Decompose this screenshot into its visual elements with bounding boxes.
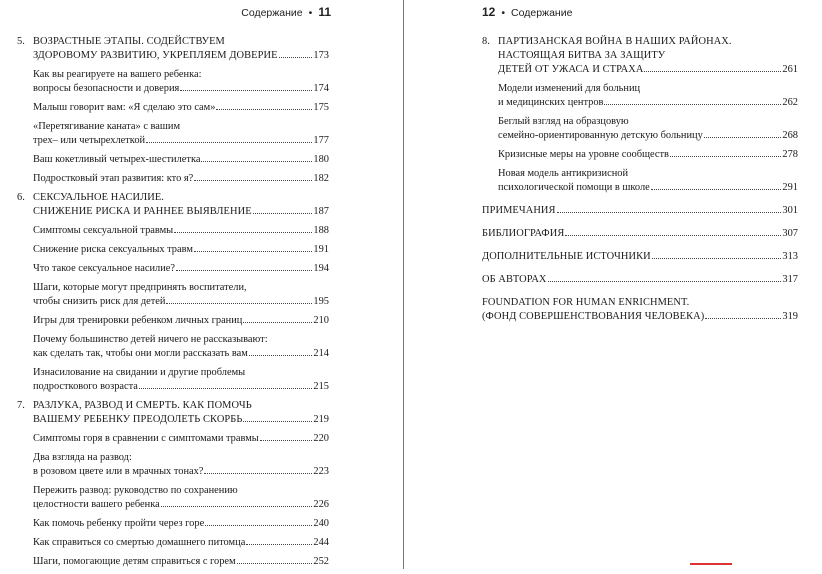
entry-page-number: 219 (313, 414, 329, 425)
entry-page-number: 317 (782, 274, 798, 285)
entry-page-number: 174 (313, 83, 329, 94)
entry-text: и медицинских центров (498, 97, 604, 108)
entry-last-line (33, 101, 329, 115)
entry-last-line (482, 204, 798, 218)
section-heading[interactable] (17, 191, 329, 219)
dot-leader (644, 70, 781, 72)
entry-page-number: 262 (782, 97, 798, 108)
entry-page-number: 215 (313, 381, 329, 392)
entry-page-number: 214 (313, 348, 329, 359)
section-number: 7. (17, 400, 25, 411)
entry-last-line (33, 295, 329, 309)
page-number: 12 (482, 5, 496, 19)
entry-text: чтобы снизить риск для детей (33, 296, 166, 307)
toc-entry[interactable] (17, 366, 329, 394)
entry-page-number: 278 (782, 149, 798, 160)
table-of-contents-right (482, 35, 798, 333)
entry-last-line (33, 153, 329, 167)
dot-leader (205, 524, 312, 526)
entry-last-line (33, 224, 329, 238)
toc-entry[interactable] (17, 451, 329, 479)
entry-text: Новая модель антикризисной (498, 168, 629, 179)
running-head-left (241, 5, 331, 19)
entry-text: Малыш говорит вам: «Я сделаю это сам» (33, 102, 216, 113)
entry-text: Что такое сексуальное насилие? (33, 263, 175, 274)
entry-last-line (33, 536, 329, 550)
dot-leader (146, 141, 312, 143)
entry-last-line (33, 555, 329, 569)
entry-text: Изнасилование на свидании и другие проблемы (33, 367, 246, 378)
dot-leader (243, 420, 312, 422)
entry-page-number: 210 (313, 315, 329, 326)
entry-last-line (33, 380, 329, 394)
entry-text: Как справиться со смертью домашнего питомца (33, 537, 246, 548)
entry-text: Симптомы горя в сравнении с симптомами травмы (33, 433, 259, 444)
dot-leader (565, 234, 781, 236)
dot-leader (194, 250, 312, 252)
entry-last-line (33, 347, 329, 361)
entry-last-line (498, 181, 798, 195)
entry-text: подросткового возраста (33, 381, 138, 392)
entry-last-line (33, 205, 329, 219)
entry-page-number: 182 (313, 173, 329, 184)
dot-leader (652, 257, 782, 259)
entry-text: ЗДОРОВОМУ РАЗВИТИЮ, УКРЕПЛЯЕМ ДОВЕРИЕ (33, 50, 278, 61)
entry-text: Подростковый этап развития: кто я? (33, 173, 194, 184)
toc-section (17, 35, 329, 186)
section-number: 6. (17, 192, 25, 203)
entry-page-number: 180 (313, 154, 329, 165)
dot-leader (557, 211, 782, 213)
entry-text: Как вы реагируете на вашего ребенка: (33, 69, 202, 80)
dot-leader (180, 89, 312, 91)
entry-last-line (33, 82, 329, 96)
entry-text: FOUNDATION FOR HUMAN ENRICHMENT. (482, 297, 690, 308)
entry-text: ПАРТИЗАНСКАЯ ВОЙНА В НАШИХ РАЙОНАХ. (498, 36, 732, 47)
dot-leader (243, 321, 312, 323)
entry-page-number: 244 (313, 537, 329, 548)
entry-page-number: 188 (313, 225, 329, 236)
entry-page-number: 313 (782, 251, 798, 262)
entry-last-line (33, 432, 329, 446)
toc-top-entry[interactable] (482, 204, 798, 218)
running-head-title: Содержание (241, 7, 303, 19)
running-head-bullet: • (308, 7, 313, 19)
toc-entry[interactable] (17, 432, 329, 446)
toc-entry[interactable] (482, 115, 798, 143)
entry-page-number: 195 (313, 296, 329, 307)
entry-text: (ФОНД СОВЕРШЕНСТВОВАНИЯ ЧЕЛОВЕКА) (482, 311, 705, 322)
left-page (0, 0, 403, 569)
entry-text: Два взгляда на развод: (33, 452, 132, 463)
entry-page-number: 177 (313, 135, 329, 146)
dot-leader (139, 387, 312, 389)
entry-text: ВАШЕМУ РЕБЕНКУ ПРЕОДОЛЕТЬ СКОРБЬ (33, 414, 243, 425)
entry-text: Шаги, помогающие детям справиться с горем (33, 556, 236, 567)
entry-last-line (498, 129, 798, 143)
entry-page-number: 226 (313, 499, 329, 510)
dot-leader (705, 317, 781, 319)
entry-last-line (498, 63, 798, 77)
entry-text: Симптомы сексуальной травмы (33, 225, 174, 236)
running-head-bullet: • (501, 7, 506, 19)
toc-entry[interactable] (17, 314, 329, 328)
entry-page-number: 268 (782, 130, 798, 141)
dot-leader (201, 160, 312, 162)
section-heading[interactable] (17, 35, 329, 63)
toc-top-entry[interactable] (482, 296, 798, 324)
toc-entry[interactable] (17, 484, 329, 512)
entry-last-line (33, 134, 329, 148)
toc-top-entry[interactable] (482, 273, 798, 287)
entry-page-number: 252 (313, 556, 329, 567)
running-head-right (482, 5, 572, 19)
entry-last-line (482, 273, 798, 287)
entry-page-number: 301 (782, 205, 798, 216)
entry-text: НАСТОЯЩАЯ БИТВА ЗА ЗАЩИТУ (498, 50, 666, 61)
dot-leader (651, 188, 782, 190)
entry-text: Ваш кокетливый четырех-шестилетка (33, 154, 201, 165)
entry-text: в розовом цвете или в мрачных тонах? (33, 466, 204, 477)
entry-last-line (498, 96, 798, 110)
dot-leader (548, 280, 782, 282)
entry-last-line (482, 310, 798, 324)
entry-text: ПРИМЕЧАНИЯ (482, 205, 556, 216)
entry-text: РАЗЛУКА, РАЗВОД И СМЕРТЬ. КАК ПОМОЧЬ (33, 400, 252, 411)
section-number: 5. (17, 36, 25, 47)
entry-text: ВОЗРАСТНЫЕ ЭТАПЫ. СОДЕЙСТВУЕМ (33, 36, 225, 47)
toc-entry[interactable] (17, 281, 329, 309)
entry-last-line (33, 498, 329, 512)
entry-page-number: 319 (782, 311, 798, 322)
page-number: 11 (318, 5, 331, 19)
page-gutter (403, 0, 404, 569)
entry-page-number: 220 (313, 433, 329, 444)
entry-text: целостности вашего ребенка (33, 499, 160, 510)
right-page (405, 0, 822, 569)
toc-entry[interactable] (17, 555, 329, 569)
entry-text: ДОПОЛНИТЕЛЬНЫЕ ИСТОЧНИКИ (482, 251, 651, 262)
entry-text: Модели изменений для больниц (498, 83, 641, 94)
dot-leader (161, 505, 313, 507)
dot-leader (249, 354, 313, 356)
toc-entry[interactable] (17, 101, 329, 115)
entry-page-number: 175 (313, 102, 329, 113)
toc-entry[interactable] (17, 333, 329, 361)
toc-entry[interactable] (482, 167, 798, 195)
entry-last-line (33, 243, 329, 257)
toc-entry[interactable] (482, 148, 798, 162)
toc-section (17, 191, 329, 394)
entry-text: СНИЖЕНИЕ РИСКА И РАННЕЕ ВЫЯВЛЕНИЕ (33, 206, 252, 217)
red-mark (690, 563, 732, 565)
entry-last-line (33, 517, 329, 531)
entry-text: вопросы безопасности и доверия (33, 83, 180, 94)
dot-leader (670, 155, 781, 157)
dot-leader (216, 108, 312, 110)
toc-entry[interactable] (17, 172, 329, 186)
dot-leader (279, 56, 313, 58)
dot-leader (204, 472, 312, 474)
entry-page-number: 291 (782, 182, 798, 193)
entry-text: трех– или четырехлеткой (33, 135, 146, 146)
entry-last-line (33, 465, 329, 479)
toc-section (482, 35, 798, 195)
dot-leader (166, 302, 312, 304)
entry-text: Почему большинство детей ничего не рассказывают: (33, 334, 268, 345)
entry-last-line (33, 172, 329, 186)
entry-text: Пережить развод: руководство по сохранению (33, 485, 238, 496)
entry-text: психологической помощи в школе (498, 182, 650, 193)
toc-entry[interactable] (17, 517, 329, 531)
entry-text: Шаги, которые могут предпринять воспитатели, (33, 282, 247, 293)
entry-text: Как помочь ребенку пройти через горе (33, 518, 205, 529)
dot-leader (604, 103, 781, 105)
entry-text: Кризисные меры на уровне сообществ (498, 149, 669, 160)
section-heading[interactable] (17, 399, 329, 427)
toc-entry[interactable] (17, 153, 329, 167)
toc-top-entry[interactable] (482, 250, 798, 264)
entry-text: ОБ АВТОРАХ (482, 274, 547, 285)
toc-entry[interactable] (17, 224, 329, 238)
table-of-contents-left (17, 35, 329, 574)
dot-leader (704, 136, 782, 138)
entry-text: «Перетягивание каната» с вашим (33, 121, 181, 132)
dot-leader (246, 543, 312, 545)
entry-last-line (33, 49, 329, 63)
entry-page-number: 173 (313, 50, 329, 61)
entry-text: Беглый взгляд на образцовую (498, 116, 629, 127)
section-heading[interactable] (482, 35, 798, 77)
toc-entry[interactable] (482, 82, 798, 110)
dot-leader (253, 212, 313, 214)
toc-entry[interactable] (17, 243, 329, 257)
dot-leader (260, 439, 313, 441)
entry-last-line (498, 148, 798, 162)
entry-last-line (33, 413, 329, 427)
toc-section (17, 399, 329, 569)
entry-last-line (33, 314, 329, 328)
section-number: 8. (482, 36, 490, 47)
entry-text: БИБЛИОГРАФИЯ (482, 228, 565, 239)
entry-last-line (33, 262, 329, 276)
entry-text: Снижение риска сексуальных травм (33, 244, 193, 255)
toc-entry[interactable] (17, 120, 329, 148)
entry-page-number: 223 (313, 466, 329, 477)
dot-leader (174, 231, 312, 233)
toc-top-entry[interactable] (482, 227, 798, 241)
entry-text: ДЕТЕЙ ОТ УЖАСА И СТРАХА (498, 64, 644, 75)
entry-page-number: 307 (782, 228, 798, 239)
dot-leader (237, 562, 313, 564)
entry-page-number: 240 (313, 518, 329, 529)
entry-last-line (482, 227, 798, 241)
entry-text: семейно-ориентированную детскую больницу (498, 130, 703, 141)
entry-text: как сделать так, чтобы они могли рассказать вам (33, 348, 248, 359)
toc-entry[interactable] (17, 536, 329, 550)
entry-page-number: 187 (313, 206, 329, 217)
entry-last-line (482, 250, 798, 264)
entry-page-number: 194 (313, 263, 329, 274)
dot-leader (194, 179, 312, 181)
entry-text: СЕКСУАЛЬНОЕ НАСИЛИЕ. (33, 192, 165, 203)
entry-page-number: 191 (313, 244, 329, 255)
toc-entry[interactable] (17, 68, 329, 96)
running-head-title: Содержание (511, 7, 573, 19)
entry-text: Игры для тренировки ребенком личных границ (33, 315, 243, 326)
dot-leader (176, 269, 312, 271)
entry-page-number: 261 (782, 64, 798, 75)
toc-entry[interactable] (17, 262, 329, 276)
